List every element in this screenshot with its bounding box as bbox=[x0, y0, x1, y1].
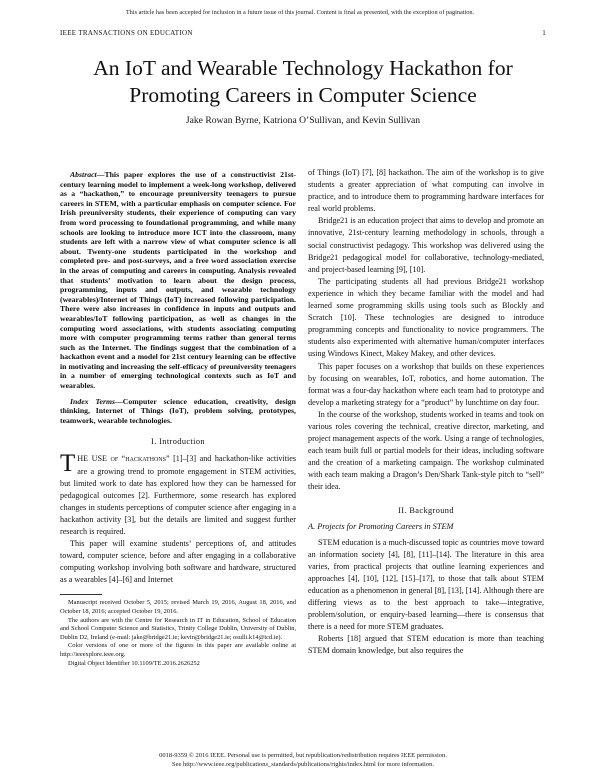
footnote-color-versions: Color versions of one or more of the figures in this paper are available online at http://ieeexplore.ieee.org. bbox=[60, 642, 296, 659]
copyright-footer bbox=[60, 752, 546, 769]
intro-paragraph-2: This paper will examine students’ perceptions of, and attitudes toward, computer science, before and after engaging in a collaborative computing workshop involving both software and hardware, structured as a wearables [4]–[6] and Internet bbox=[60, 539, 296, 585]
right-paragraph-2: Bridge21 is an education project that aims to develop and promote an innovative, 21st-century learning methodology in schools, through a social constructivist pedagogy. This workshop was delivered using the Bridge21 pedagogical model for collaborative, technology-mediated, and project-based learning [9], [10]. bbox=[308, 216, 544, 274]
rights-link-line: See http://www.ieee.org/publications_standards/publications/rights/index.html for more information. bbox=[172, 760, 434, 768]
index-terms-text: Computer science education, creativity, design thinking, Internet of Things (IoT), problem solving, prototypes, teamwork, wearable technologies. bbox=[60, 396, 296, 425]
index-terms-label: Index Terms— bbox=[70, 396, 123, 406]
right-column bbox=[308, 167, 544, 657]
copyright-line: 0018-9359 © 2016 IEEE. Personal use is permitted, but republication/redistribution requires IEEE permission. bbox=[159, 752, 447, 759]
abstract-label: Abstract— bbox=[70, 170, 105, 179]
left-column bbox=[60, 170, 296, 668]
right-paragraph-4: This paper focuses on a workshop that builds on these experiences by focusing on wearables, IoT, robotics, and home automation. The format was a four-day hackathon where each team had to prototype and develop a marketing strategy for a “product” by lunchtime on day four. bbox=[308, 361, 544, 407]
right-paragraph-7: Roberts [18] argued that STEM education is more than teaching STEM domain knowledge, but also requires the bbox=[308, 634, 544, 656]
footnote-separator bbox=[60, 594, 102, 595]
abstract-text: This paper explores the use of a constructivist 21st-century learning model to implement a week-long workshop, delivered as a “hackathon,” to encourage preuniversity teenagers to pursue careers in STEM, with a particular emphasis on computer science. For Irish preuniversity students, their experience of computing can vary from word processing to foundational programming, and while many schools are looking to introduce more ICT into the classroom, many students are left with a narrow view of what computer science is all about. Twenty-one students participated in the workshop and completed pre- and post-surveys, and a free word association exercise in the areas of computing and careers in computing. Analysis revealed that students’ motivation to learn about the design process, programming, inputs and outputs, and wearable technology (wearables)/Internet of Things (IoT) increased following participation. There were also increases in confidence in inputs and outputs and wearables/IoT following participation, as well as changes in the computing word associations, with students associating computing more with computer programming terms rather than general terms such as the Internet. The findings suggest that the combination of a hackathon event and a model for 21st century learning can be effective in motivating and increasing the self-efficacy of preuniversity teenagers in a number of emerging technological contexts such as IoT and wearables. bbox=[60, 170, 296, 391]
right-paragraph-3: The participating students all had previous Bridge21 workshop experience in which they became familiar with the model and had learned some programming skills using tools such as Blockly and Scratch [10]. These technologies are designed to introduce programming concepts and functionality to novice programmers. The students also experimented with alternative human/computer interfaces using Windows Kinect, Makey Makey, and other devices. bbox=[308, 276, 544, 359]
running-head bbox=[60, 29, 546, 37]
index-terms bbox=[60, 397, 296, 426]
journal-name: IEEE TRANSACTIONS ON EDUCATION bbox=[60, 29, 193, 37]
page-number: 1 bbox=[542, 29, 546, 37]
right-paragraph-5: In the course of the workshop, students worked in teams and took on various roles covering the technical, creative director, marketing, and project management aspects of the work. Using a range of technologies, each team built full or partial models for their ideas, including software and the creation of a marketing campaign. The workshop culminated with each team making a Dragon’s Den/Shark Tank-style pitch to “sell” their idea. bbox=[308, 409, 544, 492]
intro-paragraph-1-text: [1]–[3] and hackathon-like activities are a growing trend to promote engagement in STEM activities, but limited work to date has explored how they can be harnessed for pedagogical outcomes [2]. Furthermore, some research has explored changes in students perceptions of computer science after engaging in a hackathon activity [3], but the details are limited and suggest further research is required. bbox=[60, 454, 296, 536]
paper-title: An IoT and Wearable Technology Hackathon for Promoting Careers in Computer Science bbox=[93, 56, 513, 107]
footnote-doi: Digital Object Identifier 10.1109/TE.2016.2626252 bbox=[68, 659, 200, 667]
footnote-affiliation: The authors are with the Centre for Research in IT in Education, School of Education and School Computer Science and Statistics, Trinity College Dublin, University of Dublin, Dublin D2, Ireland (e-mail: jake@bridge21.ie; kevin@bridge21.ie; osulli.k14@tcd.ie). bbox=[60, 616, 296, 641]
footnote-manuscript: Manuscript received October 5, 2015; revised March 19, 2016, August 18, 2016, and October 18, 2016; accepted October 19, 2016. bbox=[60, 599, 296, 616]
subsection-heading: A. Projects for Promoting Careers in STEM bbox=[308, 521, 454, 531]
acceptance-notice: This article has been accepted for inclusion in a future issue of this journal. Content is final as presented, with the exception of pagination. bbox=[125, 9, 475, 16]
footnotes bbox=[60, 599, 296, 668]
section-heading-introduction: I. Introduction bbox=[151, 437, 205, 447]
intro-first-words: HE USE of “hackathons” bbox=[77, 454, 170, 464]
section-heading-background: II. Background bbox=[398, 505, 454, 515]
author-list: Jake Rowan Byrne, Katriona O’Sullivan, and Kevin Sullivan bbox=[185, 115, 421, 126]
right-paragraph-6: STEM education is a much-discussed topic as countries move toward an information society [4], [8], [11]–[14]. The literature in this area varies, from practical projects that outline learning experiences and approaches [4], [10], [12], [15]–[17], to those that talk about STEM education as a phenomenon in general [8], [13], [14]. Although there are differing views as to the best approach to take—integrative, problem/solution, or enquiry-based learning—there is consensus that there is a need for more STEM graduates. bbox=[308, 537, 544, 632]
abstract bbox=[60, 170, 296, 391]
intro-paragraph-1 bbox=[60, 450, 296, 538]
right-paragraph-1: of Things (IoT) [7], [8] hackathon. The aim of the workshop is to give students a greater appreciation of what computing can involve in practice, and to introduce them to programming hardware interfaces for real world problems. bbox=[308, 168, 544, 214]
drop-cap: T bbox=[60, 450, 76, 478]
